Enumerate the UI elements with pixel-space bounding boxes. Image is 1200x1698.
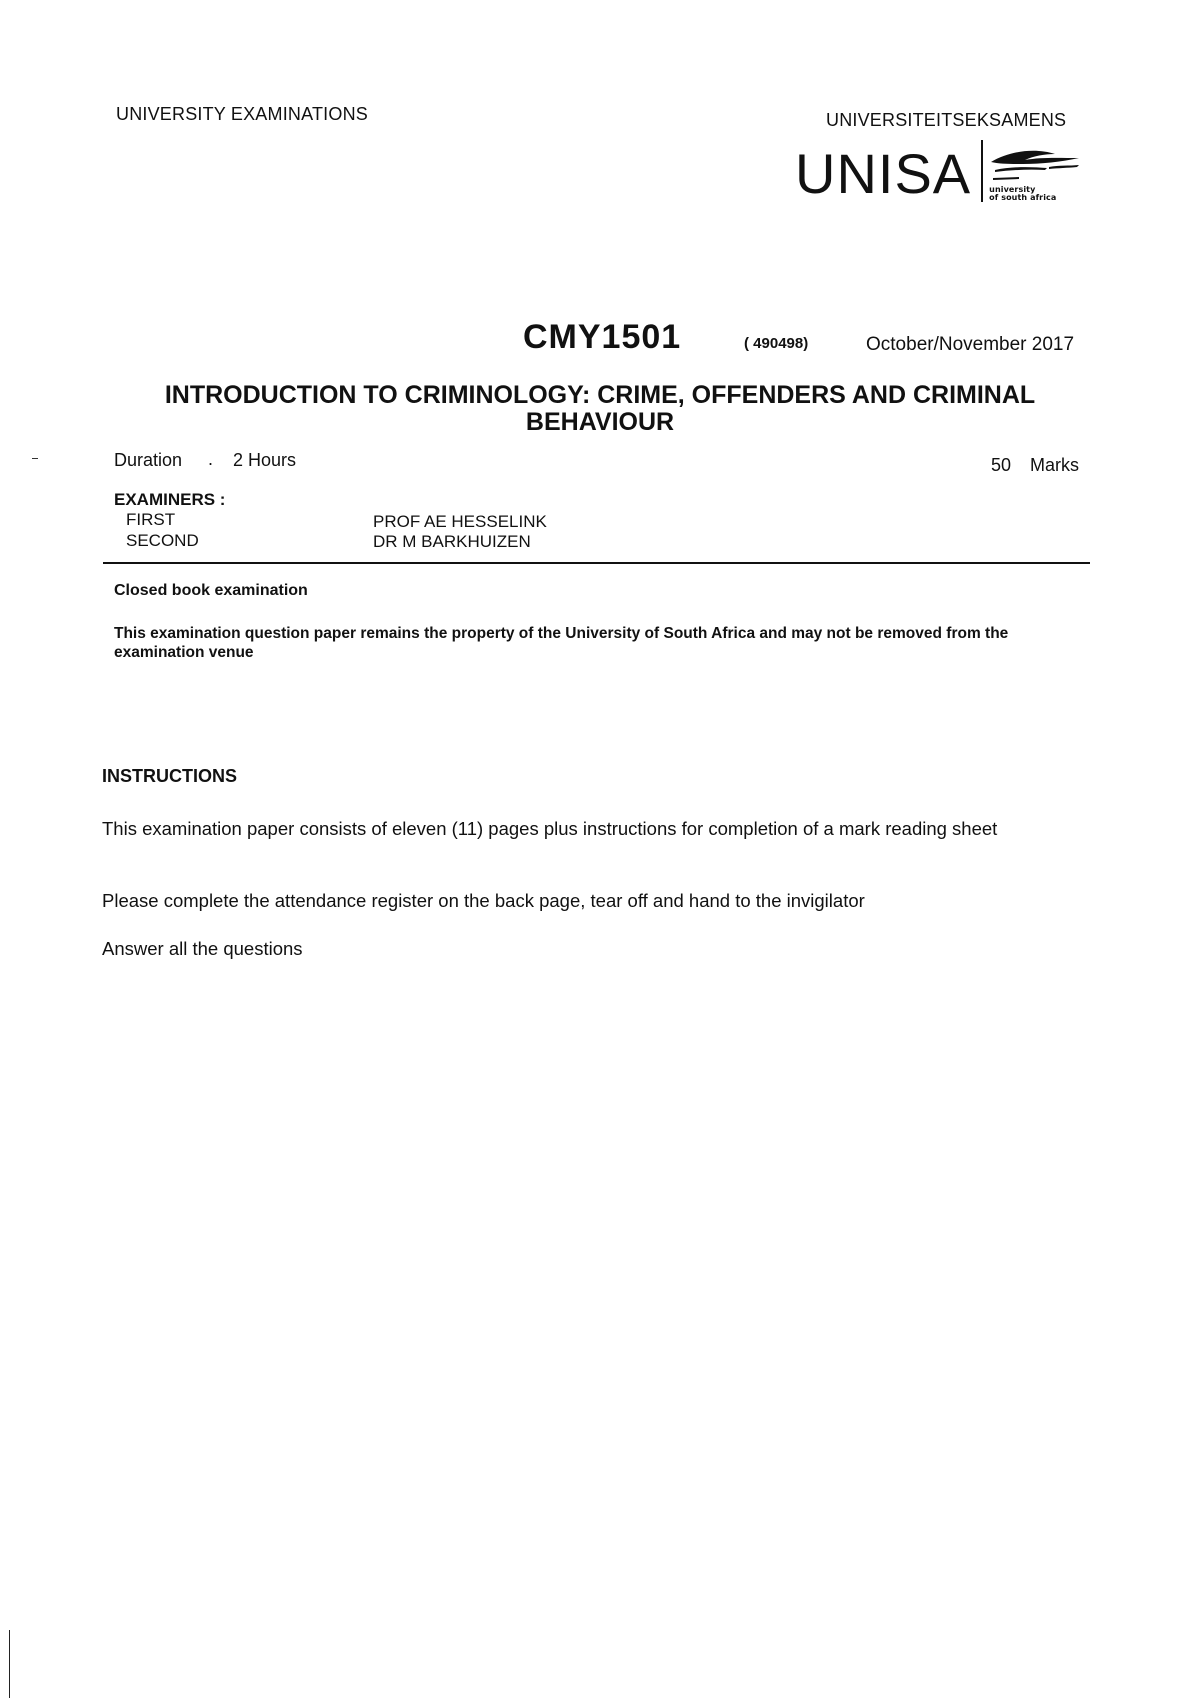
instruction-item: Please complete the attendance register on the back page, tear off and hand to the invigilator — [102, 890, 865, 911]
logo-wordmark: UNISA — [795, 142, 972, 205]
marks-value: 50 — [991, 455, 1012, 475]
header-divider — [103, 562, 1090, 564]
paper-reference: ( 490498) — [744, 335, 809, 352]
closed-book-note: Closed book examination — [114, 582, 308, 599]
exam-period: October/November 2017 — [866, 334, 1075, 355]
logo-mark — [989, 140, 1081, 202]
property-notice: This examination question paper remains the property of the University of South Africa and may not be removed from the examination venue — [114, 625, 1009, 661]
examiner-name: DR M BARKHUIZEN — [373, 532, 531, 551]
examiner-name: PROF AE HESSELINK — [373, 512, 547, 531]
scan-edge-line — [9, 1630, 10, 1698]
instructions-heading: INSTRUCTIONS — [102, 766, 237, 786]
logo-divider — [981, 140, 983, 202]
examiner-role: FIRST — [126, 510, 176, 529]
duration-label: Duration — [114, 450, 183, 470]
header-right-title: UNIVERSITEITSEKSAMENS — [826, 110, 1067, 130]
examiners-heading: EXAMINERS : — [114, 490, 226, 509]
unisa-wing-logo-icon — [989, 148, 1081, 186]
logo-tagline-line1: university — [989, 185, 1036, 194]
course-code: CMY1501 — [523, 318, 682, 356]
examiner-role: SECOND — [126, 531, 199, 550]
instruction-item: This examination paper consists of eleven (11) pages plus instructions for completion of a mark reading sheet — [102, 818, 998, 839]
header-left-title: UNIVERSITY EXAMINATIONS — [116, 104, 368, 124]
unisa-logo — [795, 140, 1081, 205]
marks-label: Marks — [1030, 455, 1079, 475]
course-title: INTRODUCTION TO CRIMINOLOGY: CRIME, OFFENDERS AND CRIMINAL BEHAVIOUR — [164, 381, 1036, 436]
duration-value: 2 Hours — [233, 450, 297, 470]
instruction-item: Answer all the questions — [102, 938, 303, 959]
duration-separator: . — [208, 449, 214, 469]
margin-mark — [32, 458, 38, 459]
logo-tagline-line2: of south africa — [989, 193, 1057, 202]
